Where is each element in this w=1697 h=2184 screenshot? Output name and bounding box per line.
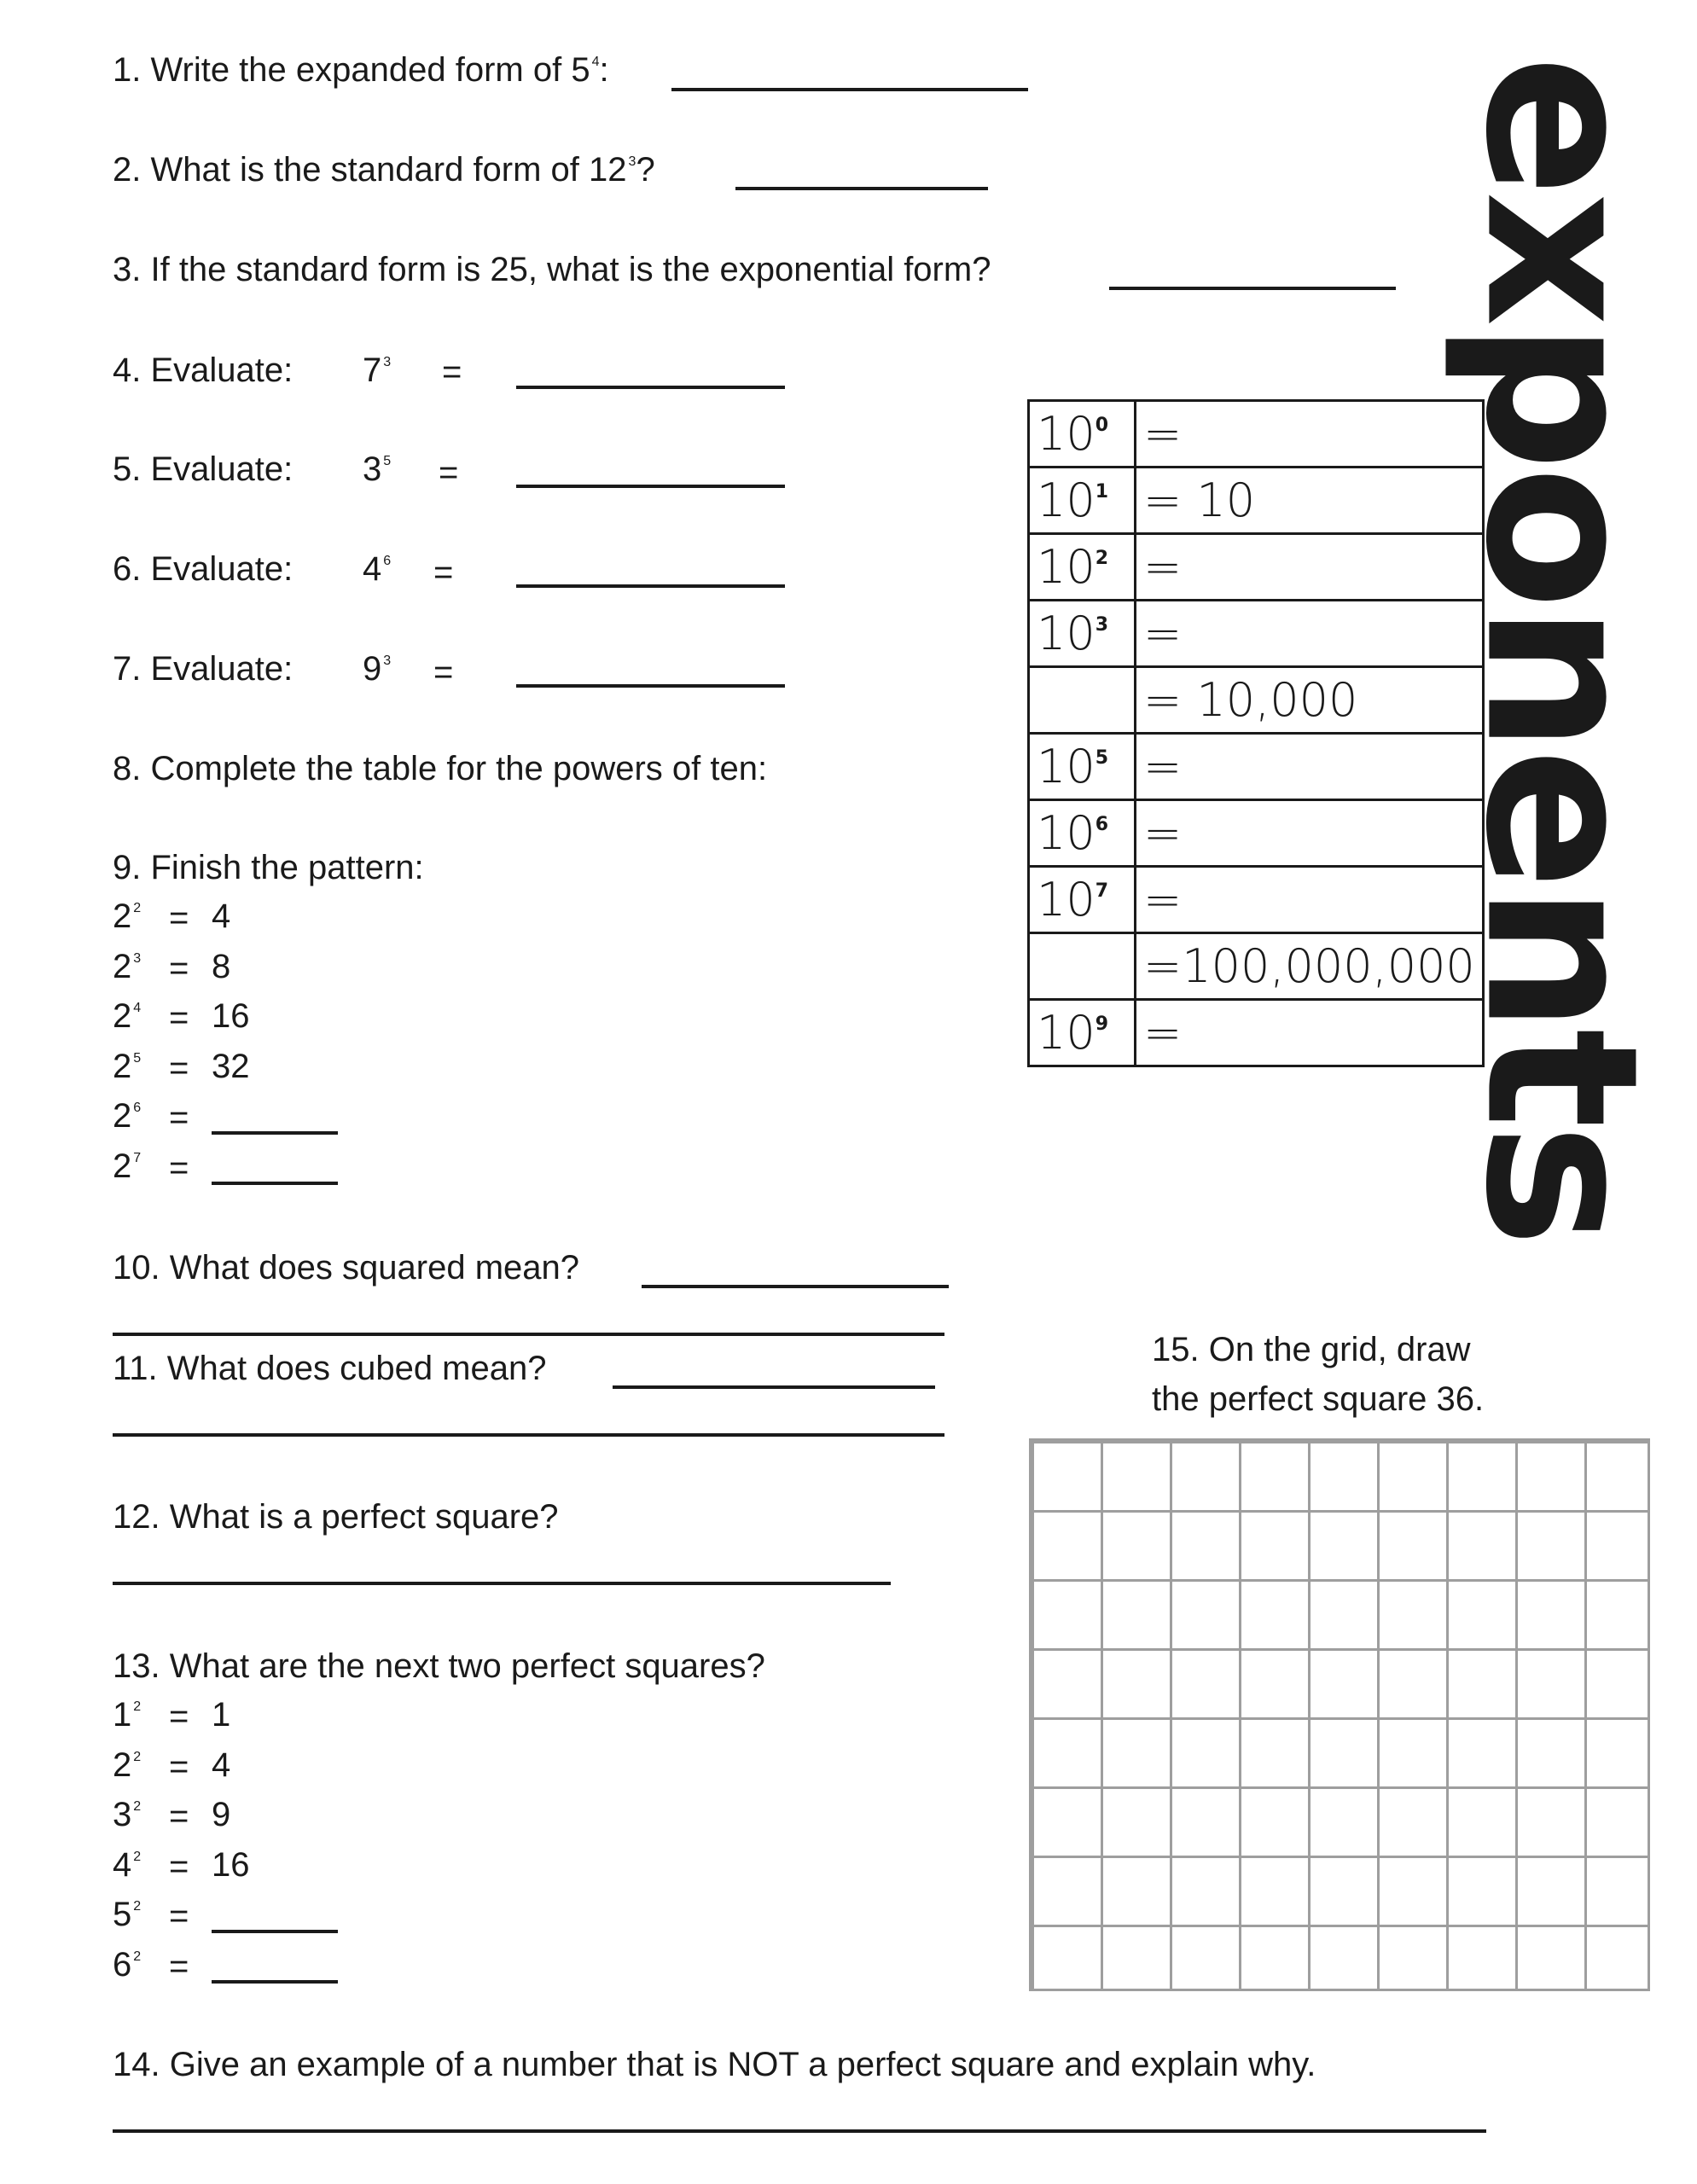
question-5-expression: 3 $^5$ — [363, 450, 392, 488]
question-10-answer-line[interactable] — [642, 1285, 949, 1288]
question-13-row-1-equals: = — [169, 1698, 189, 1735]
question-15-line-1: 15. On the grid, draw — [1152, 1331, 1471, 1368]
value-cell[interactable]: = — [1136, 401, 1484, 468]
powers-table-row — [1029, 867, 1484, 933]
value-cell[interactable]: = 10 — [1136, 468, 1484, 534]
powers-table-row — [1029, 468, 1484, 534]
question-2-answer-line[interactable] — [735, 187, 988, 190]
question-3: 3. If the standard form is 25, what is the exponential form? — [113, 251, 991, 288]
value-cell[interactable]: = — [1136, 601, 1484, 667]
question-9-row-6: 2 $^7$ — [113, 1147, 142, 1185]
powers-of-ten-table — [1027, 399, 1485, 1067]
power-cell: $10^9$ — [1029, 1000, 1136, 1066]
drawing-grid[interactable] — [1029, 1438, 1650, 1991]
question-5-equals: = — [439, 454, 459, 491]
question-9-row-1: 2 $^2$ — [113, 897, 142, 935]
powers-table-row — [1029, 734, 1484, 800]
question-13-row-3: 3 $^2$ — [113, 1796, 142, 1833]
question-10: 10. What does squared mean? — [113, 1249, 580, 1287]
question-13-row-5-equals: = — [169, 1897, 189, 1935]
question-13-row-2-equals: = — [169, 1747, 189, 1786]
value-cell[interactable]: = — [1136, 534, 1484, 601]
question-6-expression: 4 $^6$ — [363, 550, 392, 588]
question-9-row-2-value: 8 — [212, 947, 231, 985]
question-9-row-5-answer-line[interactable] — [212, 1131, 338, 1135]
question-14: 14. Give an example of a number that is NOT a perfect square and explain why. — [113, 2046, 1316, 2083]
question-6-answer-line[interactable] — [516, 584, 785, 588]
question-1-suffix: : — [599, 51, 609, 89]
question-9-row-4: 2 $^5$ — [113, 1047, 142, 1085]
power-cell: $10^3$ — [1029, 601, 1136, 667]
question-13-row-4-equals: = — [169, 1847, 189, 1885]
question-6-label: 6. Evaluate: — [113, 550, 293, 588]
question-9-row-3-equals: = — [169, 999, 189, 1037]
power-cell: $10^7$ — [1029, 867, 1136, 933]
question-2-exponent: 3 — [628, 154, 636, 169]
question-7-answer-line[interactable] — [516, 684, 785, 688]
question-8: 8. Complete the table for the powers of ten: — [113, 750, 768, 787]
question-13: 13. What are the next two perfect squares? — [113, 1647, 765, 1685]
power-cell: $10^6$ — [1029, 800, 1136, 867]
question-7-label: 7. Evaluate: — [113, 650, 293, 688]
question-13-row-1: 1 $^2$ — [113, 1696, 142, 1734]
power-cell[interactable] — [1029, 933, 1136, 1000]
question-12-answer-line[interactable] — [113, 1582, 891, 1585]
question-9-row-1-value: 4 — [212, 897, 231, 935]
question-1-exponent: 4 — [591, 55, 600, 69]
powers-table-row — [1029, 933, 1484, 1000]
value-cell[interactable]: = — [1136, 1000, 1484, 1066]
question-11-answer-line-2[interactable] — [113, 1433, 944, 1437]
question-4-expression: 7 $^3$ — [363, 351, 392, 389]
question-9: 9. Finish the pattern: — [113, 849, 424, 886]
question-11-answer-line[interactable] — [613, 1385, 935, 1389]
question-13-row-4: 4 $^2$ — [113, 1845, 142, 1884]
question-4-answer-line[interactable] — [516, 386, 785, 389]
question-12: 12. What is a perfect square? — [113, 1498, 559, 1536]
powers-table-row — [1029, 601, 1484, 667]
question-13-row-3-value: 9 — [212, 1796, 231, 1833]
question-1-text: 1. Write the expanded form of 5 — [113, 51, 590, 89]
powers-table-row — [1029, 534, 1484, 601]
question-13-row-6-answer-line[interactable] — [212, 1980, 338, 1984]
title — [1439, 55, 1683, 1242]
powers-table-row — [1029, 667, 1484, 734]
power-cell: $10^0$ — [1029, 401, 1136, 468]
question-1 — [113, 49, 609, 98]
power-cell: $10^2$ — [1029, 534, 1136, 601]
question-6-equals: = — [433, 554, 454, 591]
question-13-row-6: 6 $^2$ — [113, 1945, 142, 1984]
question-9-row-4-equals: = — [169, 1048, 189, 1087]
question-7-expression: 9 $^3$ — [363, 650, 392, 688]
value-cell[interactable]: = 10,000 — [1136, 667, 1484, 734]
question-4-label: 4. Evaluate: — [113, 351, 293, 389]
question-14-answer-line[interactable] — [113, 2129, 1486, 2133]
power-cell: $10^1$ — [1029, 468, 1136, 534]
powers-table-row — [1029, 401, 1484, 468]
question-13-row-2: 2 $^2$ — [113, 1745, 142, 1784]
question-13-row-5: 5 $^2$ — [113, 1896, 142, 1933]
question-2 — [113, 149, 655, 198]
question-13-row-5-answer-line[interactable] — [212, 1930, 338, 1933]
question-13-row-1-value: 1 — [212, 1696, 231, 1734]
question-2-suffix: ? — [636, 151, 655, 189]
question-9-row-2-equals: = — [169, 949, 189, 987]
question-7-equals: = — [433, 653, 454, 691]
question-13-row-3-equals: = — [169, 1798, 189, 1835]
question-9-row-2: 2 $^3$ — [113, 947, 142, 985]
power-cell: $10^5$ — [1029, 734, 1136, 800]
question-3-answer-line[interactable] — [1109, 287, 1396, 290]
powers-table-row — [1029, 1000, 1484, 1066]
question-9-row-6-equals: = — [169, 1148, 189, 1187]
question-4-equals: = — [442, 353, 462, 391]
value-cell[interactable]: = — [1136, 800, 1484, 867]
question-15-line-2: the perfect square 36. — [1152, 1380, 1485, 1418]
question-9-row-5-equals: = — [169, 1099, 189, 1136]
question-9-row-3-value: 16 — [212, 997, 250, 1035]
question-1-answer-line[interactable] — [671, 88, 1028, 91]
power-cell[interactable] — [1029, 667, 1136, 734]
question-13-row-2-value: 4 — [212, 1745, 231, 1784]
powers-table-row — [1029, 800, 1484, 867]
value-cell[interactable]: = — [1136, 867, 1484, 933]
question-9-row-5: 2 $^6$ — [113, 1097, 142, 1135]
question-13-row-6-equals: = — [169, 1947, 189, 1985]
question-5-label: 5. Evaluate: — [113, 450, 293, 488]
question-13-row-4-value: 16 — [212, 1845, 250, 1884]
question-5-answer-line[interactable] — [516, 485, 785, 488]
question-9-row-3: 2 $^4$ — [113, 997, 142, 1035]
title-text: exponents — [1439, 55, 1683, 1242]
question-2-text: 2. What is the standard form of 12 — [113, 151, 627, 189]
question-9-row-1-equals: = — [169, 899, 189, 937]
question-11: 11. What does cubed mean? — [113, 1350, 547, 1387]
question-9-row-4-value: 32 — [212, 1047, 250, 1085]
question-10-answer-line-2[interactable] — [113, 1333, 944, 1336]
question-9-row-6-answer-line[interactable] — [212, 1182, 338, 1185]
value-cell[interactable]: = — [1136, 734, 1484, 800]
value-cell[interactable]: =100,000,000 — [1136, 933, 1484, 1000]
